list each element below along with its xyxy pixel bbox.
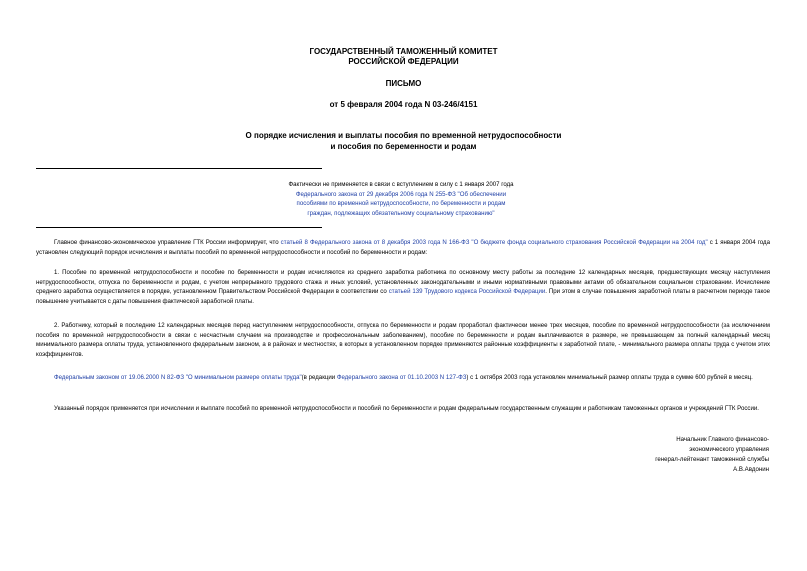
document-subject-line2: и пособия по беременности и родам <box>330 142 477 151</box>
paragraph-min-wage <box>36 373 770 383</box>
law-127-fz-link[interactable]: Федерального закона от 01.10.2003 N 127-ФЗ <box>336 374 467 381</box>
status-note-link-line3[interactable]: граждан, подлежащих обязательному социальному страхованию" <box>307 209 495 217</box>
law-166-fz-link[interactable]: статьей 8 Федерального закона от 8 декабря 2003 года N 166-ФЗ "О бюджете фонда социального страхования Российской Федерации на 2004 год" <box>280 239 708 246</box>
document-subject-line1: О порядке исчисления и выплаты пособия по временной нетрудоспособности <box>245 131 562 140</box>
paragraph-min-wage-text-end: ) с 1 октября 2003 года установлен минимальный размер оплаты труда в сумме 600 рублей в месяц. <box>466 374 753 381</box>
paragraph-item-1-text-end: . При этом в случае повышения заработной платы в расчетном периоде такое повышение учитывается с даты повышения фактической заработной платы. <box>36 288 771 305</box>
divider-top <box>36 168 322 169</box>
labor-code-article-139-link[interactable]: статьей 139 Трудового кодекса Российской Федерации <box>388 288 546 296</box>
signature-name: А.В.Авдонин <box>733 466 769 473</box>
paragraph-min-wage-text-start: (в редакции <box>301 374 337 381</box>
paragraph-scope <box>36 404 770 414</box>
signature-title-line2: экономического управления <box>689 446 769 453</box>
divider-bottom <box>36 227 322 228</box>
paragraph-intro-text-end: с 1 января 2004 года установлен следующий порядок исчисления и выплаты пособий по временной нетрудоспособности и пособий по беременности и родам: <box>36 239 770 256</box>
paragraph-intro <box>36 238 770 257</box>
organization-name-line1: ГОСУДАРСТВЕННЫЙ ТАМОЖЕННЫЙ КОМИТЕТ <box>309 47 498 56</box>
signature-rank: генерал-лейтенант таможенной службы <box>655 456 769 463</box>
paragraph-item-1-text-start: 1. Пособие по временной нетрудоспособности и пособие по беременности и родам исчисляются из среднего заработка работника по основному месту работы за последние 12 календарных месяцев, предшествующих месяцу наступления нетрудоспособности, отпуска по беременности и родам, с учетом непрерывного трудового стажа и иных условий, установленных законодательными и иными нормативными правовыми актами об обязательном социальном страховании. Исчисление среднего заработка осуществляется в порядке, установленном Правительством Российской Федерации в соответствии со <box>36 269 770 296</box>
paragraph-item-1 <box>36 268 770 306</box>
paragraph-scope-text: Указанный порядок применяется при исчислении и выплате пособий по временной нетрудоспособности и пособий по беременности и родам федеральным государственным служащим и работникам таможенных органов и учреждений ГТК России. <box>54 405 759 412</box>
status-note-text: Фактически не применяется в связи с вступлением в силу с 1 января 2007 года <box>288 181 514 188</box>
law-82-fz-link[interactable]: Федеральным законом от 19.06.2000 N 82-ФЗ "О минимальном размере оплаты труда" <box>54 374 302 381</box>
document-date-number: от 5 февраля 2004 года N 03-246/4151 <box>329 100 478 109</box>
signature-block <box>509 435 769 475</box>
organization-name-line2: РОССИЙСКОЙ ФЕДЕРАЦИИ <box>348 57 459 66</box>
paragraph-item-2-text: 2. Работнику, который в последние 12 календарных месяцев перед наступлением нетрудоспособности, отпуска по беременности и родам проработал фактически менее трех месяцев, пособие по временной нетрудоспособности (за исключением пособия по временной нетрудоспособности в связи с несчастным случаем на производстве и профессиональным заболеванием), пособие по беременности и родам выплачиваются в размере, не превышающем за полный календарный месяц минимального размера оплаты труда, установленного федеральным законом, а в районах и местностях, в которых в установленном порядке применяются районные коэффициенты к заработной плате, - минимального размера оплаты труда с учетом этих коэффициентов. <box>36 322 770 358</box>
paragraph-intro-text-start: Главное финансово-экономическое управление ГТК России информирует, что <box>54 239 281 246</box>
status-note-link-line2[interactable]: пособиями по временной нетрудоспособности, по беременности и родам <box>296 200 506 207</box>
paragraph-item-2 <box>36 321 770 359</box>
status-note <box>36 180 766 218</box>
document-type: ПИСЬМО <box>385 79 422 88</box>
status-note-link-line1[interactable]: Федерального закона от 29 декабря 2006 года N 255-ФЗ "Об обеспечении <box>295 190 507 198</box>
signature-title-line1: Начальник Главного финансово- <box>676 436 769 443</box>
